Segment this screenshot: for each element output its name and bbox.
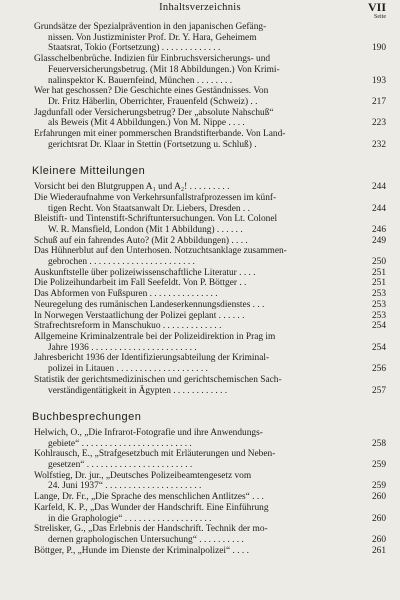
toc-entry-line: dernen graphologischen Untersuchung“ . . . . . . . . . .: [48, 534, 244, 545]
toc-entry-line: Feuerversicherungsbetrug. (Mit 18 Abbildungen.) Von Krimi-: [48, 64, 280, 75]
toc-entry: [34, 214, 386, 235]
toc-entry-line: Die Wiederaufnahme von Verkehrsunfallstrafprozessen im künf-: [34, 192, 277, 203]
toc-entry-line: als Beweis (Mit 4 Abbildungen.) Von M. Nippe . . . .: [48, 118, 245, 129]
toc-entry: [34, 524, 386, 545]
toc-entry-line: polizei in Litauen . . . . . . . . . . . . . . . . . . . .: [48, 364, 208, 375]
toc-entry: [34, 108, 386, 129]
toc-entry-line: In Norwegen Verstaatlichung der Polizei geplant . . . . . .: [34, 310, 245, 321]
toc-entry: [34, 300, 386, 311]
toc-entry-line: Strafrechtsreform in Manschukuo . . . . . . . . . . . . .: [34, 321, 222, 332]
toc-entry-line: Die Polizeihundarbeit im Fall Seefeldt. Von P. Böttger . .: [34, 278, 247, 289]
toc-entry-line: Allgemeine Kriminalzentrale bei der Polizeidirektion in Prag im: [34, 331, 276, 342]
toc-entry: [34, 471, 386, 492]
toc-entry-page: 259: [371, 460, 386, 471]
toc-entry-page: 249: [371, 235, 386, 246]
toc-entry-line: Das Abformen von Fußspuren . . . . . . . . . . . . . . .: [34, 289, 218, 300]
toc-entry-line: gerichtsrat Dr. Klaar in Stettin (Fortsetzung u. Schluß) .: [48, 139, 257, 150]
toc-entry-page: 260: [371, 513, 386, 524]
toc-entry-line: 24. Juni 1937“ . . . . . . . . . . . . . . . . . . . . .: [48, 481, 202, 492]
toc-entry-line: gebrochen . . . . . . . . . . . . . . . . . . . . . . .: [48, 257, 195, 268]
section-title: Buchbesprechungen: [32, 411, 142, 424]
toc-entry: [34, 375, 386, 396]
toc-entry-page: 193: [371, 75, 386, 86]
toc-entry-line: Böttger, P., „Hunde im Dienste der Kriminalpolizei“ . . . .: [34, 545, 249, 556]
toc-entry-page: 217: [371, 96, 386, 107]
toc-entry-line: Grundsätze der Spezialprävention in den japanischen Gefäng-: [34, 22, 267, 32]
toc-entry-line: in die Graphologie“ . . . . . . . . . . . . . . . . . . .: [48, 513, 212, 524]
toc-entry-page: 260: [371, 492, 386, 503]
toc-entry: [34, 353, 386, 374]
toc-entry-line: Erfahrungen mit einer pommerschen Brandstifterbande. Von Land-: [34, 129, 286, 140]
toc-entry: [34, 86, 386, 107]
toc-entry-page: 251: [371, 267, 386, 278]
toc-entry: [34, 236, 386, 247]
toc-entry: [34, 182, 386, 193]
page-number: VII: [367, 0, 386, 14]
toc-entry-page: 244: [371, 182, 386, 193]
toc-entry: [34, 268, 386, 279]
toc-entry-line: Jahre 1936 . . . . . . . . . . . . . . . . . . . . . . .: [48, 342, 197, 353]
toc-entry-line: Schuß auf ein fahrendes Auto? (Mit 2 Abbildungen) . . . .: [34, 235, 248, 246]
toc-entry-line: Neuregelung des rumänischen Landeserkennungsdienstes . . .: [34, 299, 265, 310]
toc-entry-page: 260: [371, 534, 386, 545]
toc-entry-page: 244: [371, 203, 386, 214]
toc-entry-page: 253: [371, 289, 386, 300]
toc-entry-line: Vorsicht bei den Blutgruppen A₁ und A₂! . . . . . . . . .: [34, 182, 230, 193]
toc-entry-page: 251: [371, 278, 386, 289]
toc-entry-line: nissen. Von Justizminister Prof. Dr. Y. Hara, Geheimem: [48, 32, 257, 43]
toc-entry-page: 232: [371, 139, 386, 150]
toc-entry-page: 256: [371, 364, 386, 375]
toc-entry-line: Staatsrat, Tokio (Fortsetzung) . . . . . . . . . . . . .: [48, 43, 221, 54]
toc-entry: [34, 22, 386, 54]
toc-entry-line: Helwich, O., „Die Infrarot-Fotografie und ihre Anwendungs-: [34, 427, 263, 438]
toc-entry-line: Wer hat geschossen? Die Geschichte eines Geständnisses. Von: [34, 86, 269, 97]
toc-entry-line: tigen Recht. Von Staatsanwalt Dr. Liebers, Dresden . .: [48, 203, 250, 214]
toc-entry-page: 254: [371, 342, 386, 353]
toc-entry-page: 257: [371, 385, 386, 396]
toc-entry: [34, 428, 386, 449]
toc-entry-page: 258: [371, 438, 386, 449]
toc-entry: [34, 289, 386, 300]
toc-entry-line: Wolfstieg, Dr. jur., „Deutsches Polizeibeamtengesetz vom: [34, 470, 252, 481]
toc-entry: [34, 321, 386, 332]
toc-entry-line: Jahresbericht 1936 der Identifizierungsabteilung der Kriminal-: [34, 353, 270, 364]
toc-entry-line: Das Hühnerblut auf den Unterhosen. Notzuchtsanklage zusammen-: [34, 246, 287, 257]
toc-entry-page: 250: [371, 257, 386, 268]
table-of-contents: [34, 22, 386, 556]
toc-entry: [34, 503, 386, 524]
toc-entry-page: 190: [371, 43, 386, 54]
section-title: Kleinere Mitteilungen: [32, 165, 146, 178]
toc-entry-line: Dr. Fritz Häberlin, Oberrichter, Frauenfeld (Schweiz) . .: [48, 96, 258, 107]
toc-entry: [34, 193, 386, 214]
toc-entry-page: 246: [371, 224, 386, 235]
toc-entry-page: 254: [371, 321, 386, 332]
toc-entry-page: 223: [371, 118, 386, 129]
toc-entry-line: gebiete“ . . . . . . . . . . . . . . . . . . . . . . . .: [48, 438, 192, 449]
toc-entry: [34, 129, 386, 150]
toc-entry: [34, 311, 386, 322]
toc-entry-line: Strelisker, G., „Das Erlebnis der Handschrift. Technik der mo-: [34, 524, 268, 535]
toc-entry-page: 259: [371, 481, 386, 492]
toc-entry-line: Lange, Dr. Fr., „Die Sprache des menschlichen Antlitzes“ . . .: [34, 492, 264, 503]
toc-entry: [34, 332, 386, 353]
toc-entry-page: 253: [371, 310, 386, 321]
toc-entry: [34, 54, 386, 86]
toc-entry-line: Glasschelbenbrüche. Indizien für Einbruchsversicherungs- und: [34, 54, 271, 65]
toc-entry-page: 261: [371, 545, 386, 556]
toc-entry-line: gesetzen“ . . . . . . . . . . . . . . . . . . . . . . .: [48, 460, 193, 471]
toc-entry-line: Auskunftstelle über polizeiwissenschaftliche Literatur . . . .: [34, 267, 256, 278]
toc-entry-line: Kohlrausch, E., „Strafgesetzbuch mit Erläuterungen und Neben-: [34, 449, 276, 460]
toc-entry: [34, 546, 386, 557]
toc-entry: [34, 278, 386, 289]
toc-entry-line: Karfeld, K. P., „Das Wunder der Handschrift. Eine Einführung: [34, 502, 269, 513]
toc-entry-line: W. R. Mansfield, London (Mit 1 Abbildung) . . . . . .: [48, 224, 243, 235]
toc-entry: [34, 492, 386, 503]
seite-label: Seite: [374, 14, 386, 20]
toc-entry-page: 253: [371, 299, 386, 310]
toc-entry-line: Statistik der gerichtsmedizinischen und gerichtschemischen Sach-: [34, 374, 282, 385]
page-header-title: Inhaltsverzeichnis: [159, 2, 241, 13]
toc-entry: [34, 246, 386, 267]
toc-entry-line: Bleistift- und Tintenstift-Schriftuntersuchungen. Von Lt. Colonel: [34, 214, 278, 225]
toc-entry-line: verständigentätigkeit in Ägypten . . . . . . . . . . . .: [48, 385, 228, 396]
toc-entry-line: Jagdunfall oder Versicherungsbetrug? Der „absolute Nahschuß“: [34, 107, 274, 118]
toc-entry-line: nalinspektor K. Bauernfeind, München . . . . . . . .: [48, 75, 233, 86]
toc-entry: [34, 449, 386, 470]
